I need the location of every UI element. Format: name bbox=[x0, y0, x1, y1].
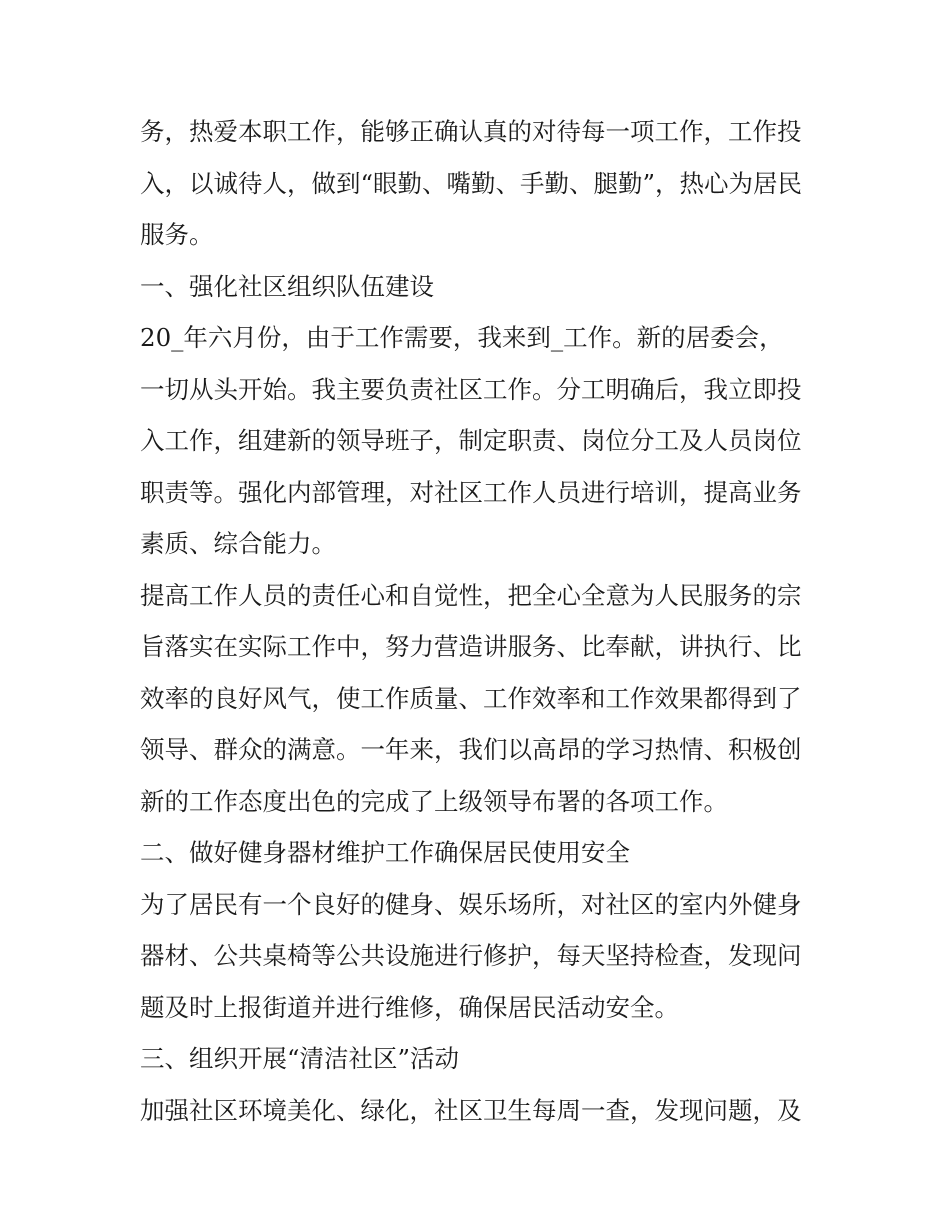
text-line: 服务。 bbox=[140, 220, 214, 249]
document-body bbox=[140, 106, 820, 1136]
text-line: 效率的良好风气，使工作质量、工作效率和工作效果都得到了 bbox=[140, 683, 802, 713]
text-line: 旨落实在实际工作中，努力营造讲服务、比奉献，讲执行、比 bbox=[140, 632, 802, 661]
text-line: 入工作，组建新的领导班子，制定职责、岗位分工及人员岗位 bbox=[140, 426, 802, 455]
section-heading: 二、做好健身器材维护工作确保居民使用安全 bbox=[140, 838, 630, 867]
text-line: 务，热爱本职工作，能够正确认真的对待每一项工作，工作投 bbox=[140, 117, 802, 146]
text-line: 为了居民有一个良好的健身、娱乐场所，对社区的室内外健身 bbox=[140, 889, 802, 919]
text-line: 一切从头开始。我主要负责社区工作。分工明确后，我立即投 bbox=[140, 374, 802, 404]
text-line: 器材、公共桌椅等公共设施进行修护，每天坚持检查，发现问 bbox=[140, 941, 802, 970]
text-line: 20_年六月份，由于工作需要，我来到_工作。新的居委会， bbox=[140, 323, 784, 352]
text-line: 新的工作态度出色的完成了上级领导布署的各项工作。 bbox=[140, 786, 728, 816]
section-heading: 三、组织开展“清洁社区”活动 bbox=[140, 1044, 460, 1073]
text-line: 素质、综合能力。 bbox=[140, 529, 336, 558]
text-line: 职责等。强化内部管理，对社区工作人员进行培训，提高业务 bbox=[140, 477, 802, 507]
text-line: 入，以诚待人，做到“眼勤、嘴勤、手勤、腿勤”，热心为居民 bbox=[140, 168, 803, 198]
section-heading: 一、强化社区组织队伍建设 bbox=[140, 271, 434, 301]
text-line: 题及时上报街道并进行维修，确保居民活动安全。 bbox=[140, 992, 679, 1022]
text-line: 加强社区环境美化、绿化，社区卫生每周一查，发现问题，及 bbox=[140, 1095, 802, 1125]
text-line: 领导、群众的满意。一年来，我们以高昂的学习热情、积极创 bbox=[140, 735, 802, 764]
text-line: 提高工作人员的责任心和自觉性，把全心全意为人民服务的宗 bbox=[140, 580, 802, 610]
